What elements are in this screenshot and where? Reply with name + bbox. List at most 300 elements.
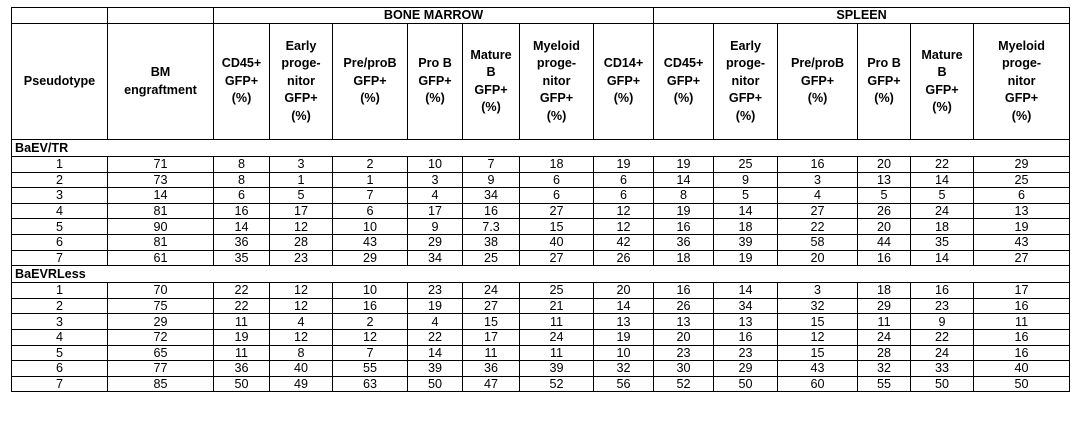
table-cell: 25 [463, 250, 520, 266]
table-body [12, 140, 1070, 392]
table-cell: 19 [974, 219, 1070, 235]
table-cell: 36 [214, 361, 270, 377]
table-cell: 13 [594, 314, 654, 330]
table-cell: 81 [108, 203, 214, 219]
table-cell: 52 [654, 376, 714, 392]
header-line: GFP+ [800, 73, 835, 88]
table-cell: 27 [974, 250, 1070, 266]
section-row [12, 140, 1070, 157]
table-cell: 22 [214, 298, 270, 314]
table-cell: 11 [858, 314, 911, 330]
table-cell: 81 [108, 234, 214, 250]
table-cell: 25 [974, 172, 1070, 188]
header-line: GFP+ [666, 73, 701, 88]
table-cell: 39 [520, 361, 594, 377]
table-cell: 22 [214, 283, 270, 299]
table-cell: 29 [408, 234, 463, 250]
table-cell: 18 [714, 219, 778, 235]
table-cell: 7 [333, 345, 408, 361]
table-cell: 24 [911, 345, 974, 361]
table-cell: 16 [911, 283, 974, 299]
table-cell: 20 [778, 250, 858, 266]
table-cell: 39 [714, 234, 778, 250]
header-line: (%) [1011, 108, 1032, 123]
table-cell: 4 [408, 188, 463, 204]
table-cell: 65 [108, 345, 214, 361]
table-cell: 16 [974, 298, 1070, 314]
table-cell: 72 [108, 329, 214, 345]
table-cell: 16 [714, 329, 778, 345]
spleen-col-header [974, 24, 1070, 140]
header-line: nitor [731, 73, 760, 88]
table-cell: 14 [714, 283, 778, 299]
table-cell: 60 [778, 376, 858, 392]
table-cell: 19 [654, 157, 714, 173]
table-cell: 21 [520, 298, 594, 314]
table-cell: 34 [714, 298, 778, 314]
table-cell: 20 [858, 219, 911, 235]
bone-marrow-col-header [594, 24, 654, 140]
bone-marrow-col-header [408, 24, 463, 140]
pseudotype-id-cell: 4 [12, 329, 108, 345]
header-line: (%) [546, 108, 567, 123]
table-row [12, 361, 1070, 377]
table-cell: 7 [463, 157, 520, 173]
header-line: GFP+ [867, 73, 901, 88]
header-line: CD14+ [603, 56, 644, 71]
table-row [12, 157, 1070, 173]
pseudotype-id-cell: 1 [12, 283, 108, 299]
table-row [12, 234, 1070, 250]
table-cell: 50 [911, 376, 974, 392]
table-row [12, 345, 1070, 361]
section-label: BaEV/TR [12, 140, 1070, 157]
table-cell: 1 [333, 172, 408, 188]
table-cell: 33 [911, 361, 974, 377]
table-cell: 36 [654, 234, 714, 250]
empty-corner-cell [108, 8, 214, 24]
table-cell: 50 [408, 376, 463, 392]
table-cell: 24 [463, 283, 520, 299]
table-cell: 8 [270, 345, 333, 361]
table-cell: 73 [108, 172, 214, 188]
table-cell: 19 [408, 298, 463, 314]
table-cell: 6 [333, 203, 408, 219]
pseudotype-id-cell: 4 [12, 203, 108, 219]
table-cell: 9 [463, 172, 520, 188]
table-cell: 10 [408, 157, 463, 173]
table-cell: 61 [108, 250, 214, 266]
header-line: (%) [932, 99, 952, 114]
table-cell: 35 [214, 250, 270, 266]
table-cell: 40 [270, 361, 333, 377]
pseudotype-header: Pseudotype [12, 24, 108, 140]
table-cell: 34 [408, 250, 463, 266]
table-cell: 22 [778, 219, 858, 235]
bone-marrow-col-header [520, 24, 594, 140]
table-cell: 14 [654, 172, 714, 188]
table-cell: 27 [463, 298, 520, 314]
table-cell: 50 [714, 376, 778, 392]
spleen-col-header [858, 24, 911, 140]
table-cell: 38 [463, 234, 520, 250]
table-cell: 23 [911, 298, 974, 314]
table-cell: 12 [270, 219, 333, 235]
header-line: Pre/proB [790, 56, 845, 71]
table-cell: 27 [520, 250, 594, 266]
table-cell: 6 [594, 172, 654, 188]
table-cell: 32 [778, 298, 858, 314]
bone-marrow-group-header: BONE MARROW [214, 8, 654, 24]
table-cell: 55 [333, 361, 408, 377]
table-cell: 4 [408, 314, 463, 330]
table-cell: 16 [463, 203, 520, 219]
table-cell: 12 [270, 283, 333, 299]
table-cell: 19 [714, 250, 778, 266]
header-line: (%) [425, 91, 445, 106]
table-cell: 16 [654, 219, 714, 235]
table-cell: 14 [714, 203, 778, 219]
table-cell: 12 [333, 329, 408, 345]
table-row [12, 376, 1070, 392]
bone-marrow-col-header [333, 24, 408, 140]
header-line: (%) [291, 108, 311, 123]
table-cell: 15 [778, 314, 858, 330]
header-line: proge- [725, 56, 766, 71]
spleen-col-header [714, 24, 778, 140]
table-cell: 15 [520, 219, 594, 235]
pseudotype-id-cell: 3 [12, 314, 108, 330]
header-line: nitor [1007, 73, 1036, 88]
table-cell: 34 [463, 188, 520, 204]
pseudotype-id-cell: 2 [12, 298, 108, 314]
pseudotype-id-cell: 7 [12, 376, 108, 392]
table-cell: 24 [858, 329, 911, 345]
table-cell: 23 [714, 345, 778, 361]
table-cell: 16 [974, 329, 1070, 345]
table-cell: 22 [911, 329, 974, 345]
table-cell: 56 [594, 376, 654, 392]
table-cell: 11 [214, 345, 270, 361]
table-cell: 7.3 [463, 219, 520, 235]
table-cell: 20 [594, 283, 654, 299]
section-row [12, 266, 1070, 283]
table-cell: 12 [594, 203, 654, 219]
pseudotype-id-cell: 7 [12, 250, 108, 266]
table-cell: 18 [520, 157, 594, 173]
table-cell: 27 [778, 203, 858, 219]
table-cell: 12 [594, 219, 654, 235]
header-line: (%) [874, 91, 894, 106]
empty-corner-cell [12, 8, 108, 24]
table-cell: 14 [408, 345, 463, 361]
header-line: B [486, 65, 496, 80]
table-cell: 2 [333, 157, 408, 173]
table-cell: 90 [108, 219, 214, 235]
bm-engraftment-header [108, 24, 214, 140]
table-cell: 25 [714, 157, 778, 173]
header-line: CD45+ [663, 56, 704, 71]
table-cell: 26 [654, 298, 714, 314]
table-cell: 17 [408, 203, 463, 219]
table-cell: 6 [594, 188, 654, 204]
table-row [12, 283, 1070, 299]
table-cell: 13 [714, 314, 778, 330]
table-cell: 85 [108, 376, 214, 392]
table-cell: 11 [974, 314, 1070, 330]
header-line: proge- [1001, 56, 1042, 71]
header-line: (%) [231, 91, 252, 106]
header-line: (%) [673, 91, 694, 106]
table-cell: 12 [270, 329, 333, 345]
table-cell: 9 [714, 172, 778, 188]
table-cell: 13 [654, 314, 714, 330]
table-cell: 17 [974, 283, 1070, 299]
table-cell: 2 [333, 314, 408, 330]
table-row [12, 172, 1070, 188]
table-cell: 9 [408, 219, 463, 235]
table-cell: 16 [778, 157, 858, 173]
table-cell: 29 [974, 157, 1070, 173]
table-cell: 7 [333, 188, 408, 204]
table-cell: 3 [778, 283, 858, 299]
table-cell: 36 [463, 361, 520, 377]
table-cell: 10 [333, 283, 408, 299]
table-cell: 30 [654, 361, 714, 377]
table-cell: 11 [463, 345, 520, 361]
table-cell: 43 [974, 234, 1070, 250]
header-line: Myeloid [998, 39, 1045, 54]
table-cell: 28 [270, 234, 333, 250]
table-cell: 8 [654, 188, 714, 204]
group-header-row [12, 8, 1070, 24]
table-cell: 5 [911, 188, 974, 204]
header-line: (%) [735, 108, 756, 123]
header-line: GFP+ [606, 73, 641, 88]
table-cell: 25 [520, 283, 594, 299]
table-cell: 58 [778, 234, 858, 250]
table-cell: 40 [974, 361, 1070, 377]
header-line: engraftment [124, 82, 197, 97]
table-cell: 17 [463, 329, 520, 345]
table-cell: 9 [911, 314, 974, 330]
table-cell: 23 [270, 250, 333, 266]
bone-marrow-col-header [214, 24, 270, 140]
table-cell: 16 [654, 283, 714, 299]
header-line: GFP+ [418, 73, 452, 88]
table-row [12, 250, 1070, 266]
header-line: GFP+ [728, 91, 763, 106]
table-cell: 20 [858, 157, 911, 173]
header-line: proge- [536, 56, 577, 71]
table-cell: 50 [214, 376, 270, 392]
table-row [12, 329, 1070, 345]
table-row [12, 188, 1070, 204]
table-cell: 5 [270, 188, 333, 204]
table-row [12, 219, 1070, 235]
table-cell: 28 [858, 345, 911, 361]
header-line: Mature [470, 47, 512, 62]
section-label: BaEVRLess [12, 266, 1070, 283]
table-row [12, 314, 1070, 330]
table-cell: 40 [520, 234, 594, 250]
header-line: BM [150, 65, 171, 80]
table-cell: 20 [654, 329, 714, 345]
table-cell: 11 [214, 314, 270, 330]
table-cell: 17 [270, 203, 333, 219]
table-cell: 47 [463, 376, 520, 392]
table-cell: 8 [214, 157, 270, 173]
table-cell: 10 [333, 219, 408, 235]
table-cell: 63 [333, 376, 408, 392]
table-cell: 1 [270, 172, 333, 188]
table-cell: 29 [333, 250, 408, 266]
header-line: GFP+ [474, 82, 508, 97]
table-cell: 70 [108, 283, 214, 299]
table-cell: 71 [108, 157, 214, 173]
table-cell: 18 [654, 250, 714, 266]
header-line: nitor [542, 73, 571, 88]
table-cell: 23 [408, 283, 463, 299]
table-cell: 19 [214, 329, 270, 345]
header-line: Early [285, 39, 317, 54]
header-line: proge- [281, 56, 321, 71]
data-table [11, 7, 1070, 392]
table-cell: 22 [911, 157, 974, 173]
pseudotype-id-cell: 6 [12, 361, 108, 377]
table-cell: 49 [270, 376, 333, 392]
table-cell: 19 [594, 329, 654, 345]
table-cell: 3 [408, 172, 463, 188]
table-cell: 14 [911, 250, 974, 266]
table-cell: 16 [214, 203, 270, 219]
table-cell: 11 [520, 314, 594, 330]
pseudotype-id-cell: 2 [12, 172, 108, 188]
table-cell: 5 [858, 188, 911, 204]
table-cell: 4 [778, 188, 858, 204]
table-cell: 32 [594, 361, 654, 377]
table-cell: 4 [270, 314, 333, 330]
header-line: GFP+ [353, 73, 387, 88]
table-cell: 29 [108, 314, 214, 330]
table-cell: 12 [270, 298, 333, 314]
table-cell: 77 [108, 361, 214, 377]
pseudotype-id-cell: 5 [12, 219, 108, 235]
table-cell: 12 [778, 329, 858, 345]
table-cell: 14 [214, 219, 270, 235]
table-cell: 13 [974, 203, 1070, 219]
table-cell: 19 [654, 203, 714, 219]
table-cell: 18 [858, 283, 911, 299]
header-line: Myeloid [533, 39, 580, 54]
table-cell: 13 [858, 172, 911, 188]
table-cell: 27 [520, 203, 594, 219]
pseudotype-id-cell: 1 [12, 157, 108, 173]
table-cell: 22 [408, 329, 463, 345]
table-cell: 23 [654, 345, 714, 361]
table-cell: 26 [858, 203, 911, 219]
table-cell: 43 [778, 361, 858, 377]
header-line: Pre/proB [343, 56, 397, 71]
header-line: Pro B [867, 56, 901, 71]
table-cell: 15 [463, 314, 520, 330]
header-line: (%) [360, 91, 380, 106]
header-line: (%) [613, 91, 634, 106]
table-cell: 15 [778, 345, 858, 361]
table-cell: 52 [520, 376, 594, 392]
table-cell: 42 [594, 234, 654, 250]
header-line: GFP+ [925, 82, 959, 97]
table-cell: 11 [520, 345, 594, 361]
table-cell: 24 [520, 329, 594, 345]
pseudotype-id-cell: 6 [12, 234, 108, 250]
table-cell: 32 [858, 361, 911, 377]
table-cell: 6 [214, 188, 270, 204]
header-line: nitor [287, 73, 315, 88]
table-cell: 29 [858, 298, 911, 314]
header-line: Early [730, 39, 761, 54]
table-cell: 19 [594, 157, 654, 173]
header-line: GFP+ [539, 91, 574, 106]
table-cell: 3 [778, 172, 858, 188]
header-line: B [937, 65, 947, 80]
table-cell: 44 [858, 234, 911, 250]
table-cell: 3 [270, 157, 333, 173]
pseudotype-id-cell: 5 [12, 345, 108, 361]
table-cell: 14 [108, 188, 214, 204]
table-cell: 50 [974, 376, 1070, 392]
table-cell: 16 [333, 298, 408, 314]
bone-marrow-col-header [463, 24, 520, 140]
table-cell: 39 [408, 361, 463, 377]
header-line: GFP+ [1004, 91, 1039, 106]
table-cell: 75 [108, 298, 214, 314]
table-cell: 55 [858, 376, 911, 392]
header-line: Pro B [418, 56, 452, 71]
table-cell: 10 [594, 345, 654, 361]
header-line: Mature [921, 47, 963, 62]
spleen-col-header [778, 24, 858, 140]
table-cell: 14 [594, 298, 654, 314]
table-cell: 14 [911, 172, 974, 188]
table-cell: 6 [520, 188, 594, 204]
table-cell: 36 [214, 234, 270, 250]
table-cell: 43 [333, 234, 408, 250]
spleen-col-header [911, 24, 974, 140]
table-cell: 5 [714, 188, 778, 204]
header-line: (%) [807, 91, 828, 106]
table-cell: 35 [911, 234, 974, 250]
spleen-group-header: SPLEEN [654, 8, 1070, 24]
table-cell: 29 [714, 361, 778, 377]
table-cell: 16 [974, 345, 1070, 361]
header-line: GFP+ [224, 73, 259, 88]
table-cell: 6 [520, 172, 594, 188]
pseudotype-id-cell: 3 [12, 188, 108, 204]
table-cell: 6 [974, 188, 1070, 204]
table-cell: 24 [911, 203, 974, 219]
header-line: CD45+ [221, 56, 262, 71]
bone-marrow-col-header [270, 24, 333, 140]
table-cell: 26 [594, 250, 654, 266]
table-row [12, 203, 1070, 219]
table-cell: 16 [858, 250, 911, 266]
table-row [12, 298, 1070, 314]
column-header-row [12, 24, 1070, 140]
table-cell: 18 [911, 219, 974, 235]
header-line: GFP+ [284, 91, 318, 106]
table-cell: 8 [214, 172, 270, 188]
